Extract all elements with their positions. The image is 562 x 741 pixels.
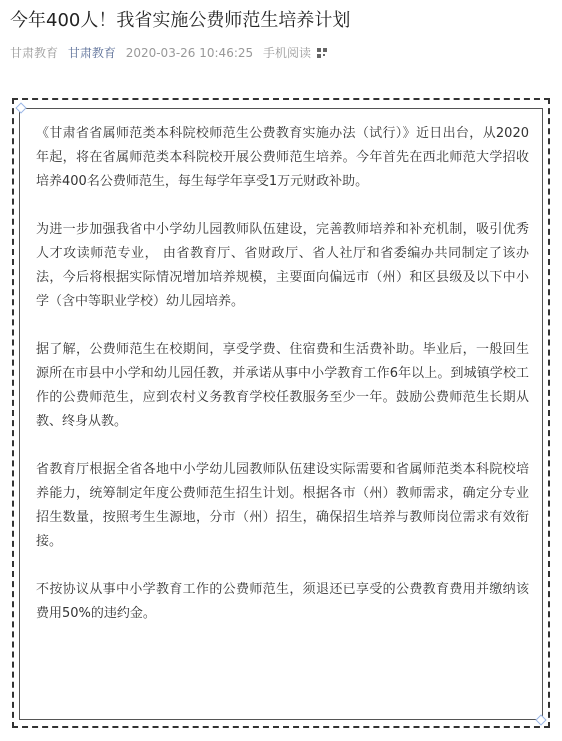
- article-title: 今年400人！我省实施公费师范生培养计划: [10, 10, 351, 31]
- article-body: [36, 122, 529, 650]
- paragraph: 不按协议从事中小学教育工作的公费师范生，须退还已享受的公费教育费用并缴纳该费用50%的违约金。: [36, 582, 529, 621]
- article-meta: [10, 45, 333, 61]
- paragraph: 为进一步加强我省中小学幼儿园教师队伍建设，完善教师培养和补充机制，吸引优秀人才攻读师范专业， 由省教育厅、省财政厅、省人社厅和省委编办共同制定了该办法，今后将根据实际情况增加培养规模，主要面向偏远市（州）和区县级及以下中小学（含中等职业学校）幼儿园培养。: [36, 222, 529, 309]
- paragraph: 《甘肃省省属师范类本科院校师范生公费教育实施办法（试行）》近日出台，从2020年起，将在省属师范类本科院校开展公费师范生培养。今年首先在西北师范大学招收培养400名公费师范生，每生每学年享受1万元财政补助。: [36, 126, 529, 189]
- account-link[interactable]: 甘肃教育: [67, 46, 116, 60]
- source-label: 甘肃教育: [10, 46, 59, 60]
- read-on-phone-link[interactable]: 手机阅读: [262, 46, 311, 60]
- qr-code-icon[interactable]: [317, 48, 327, 58]
- publish-datetime: 2020-03-26 10:46:25: [125, 46, 254, 60]
- paragraph: 省教育厅根据全省各地中小学幼儿园教师队伍建设实际需要和省属师范类本科院校培养能力，统筹制定年度公费师范生招生计划。根据各市（州）教师需求，确定分专业招生数量，按照考生生源地，分市（州）招生，确保招生培养与教师岗位需求有效衔接。: [36, 462, 529, 549]
- paragraph: 据了解，公费师范生在校期间，享受学费、住宿费和生活费补助。毕业后，一般回生源所在市县中小学和幼儿园任教，并承诺从事中小学教育工作6年以上。到城镇学校工作的公费师范生，应到农村义务教育学校任教服务至少一年。鼓励公费师范生长期从教、终身从教。: [36, 342, 529, 429]
